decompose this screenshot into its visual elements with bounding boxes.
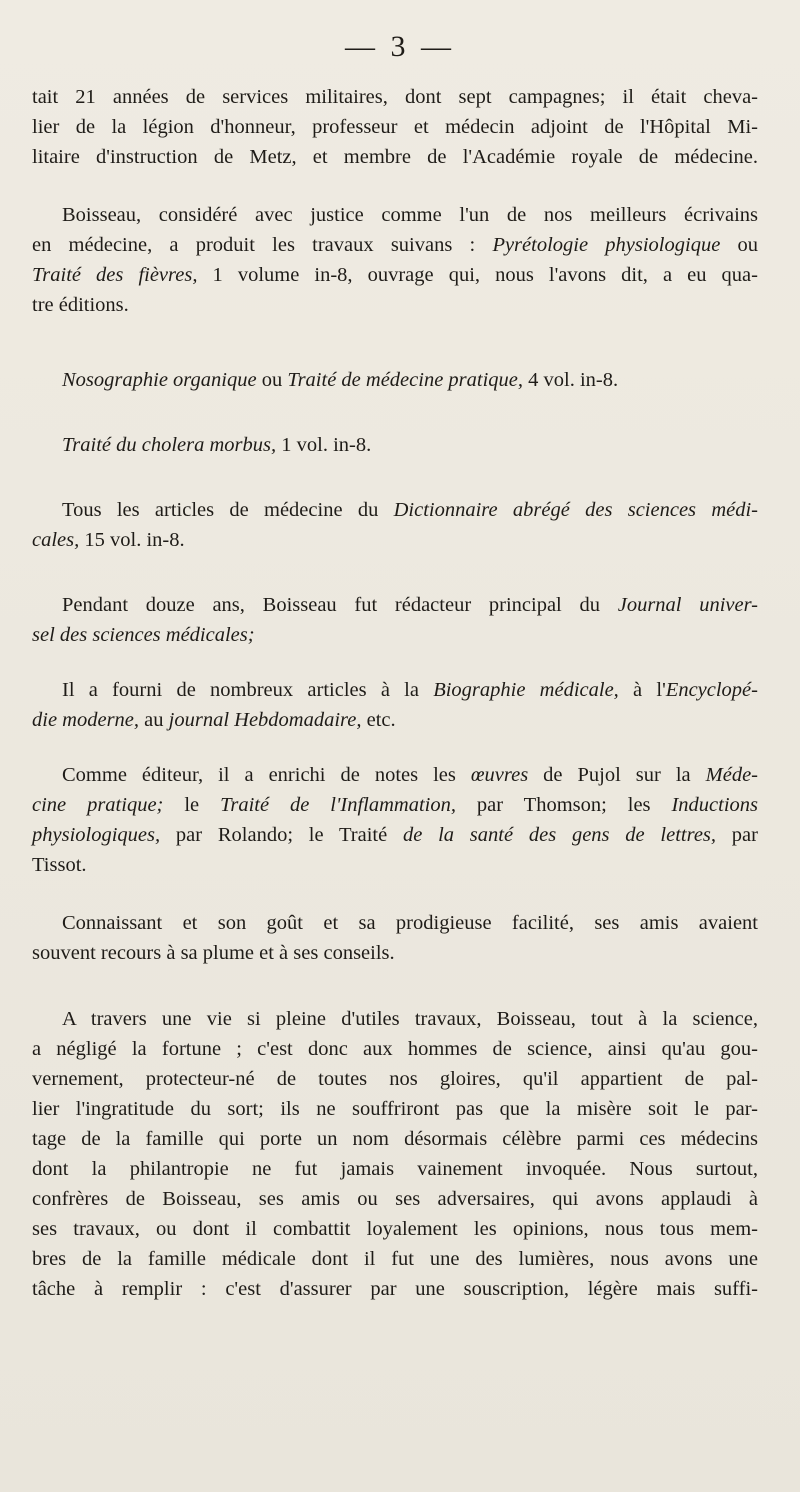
- text-line: lier l'ingratitude du sort; ils ne souffriront pas que la misère soit le par-: [32, 1098, 758, 1120]
- text-line: Pendant douze ans, Boisseau fut rédacteur principal du Journal univer-: [62, 594, 759, 616]
- page-number: — 3 —: [345, 30, 455, 63]
- text-line: physiologiques, par Rolando; le Traité de la santé des gens de lettres, par: [32, 824, 758, 846]
- text-line: A travers une vie si pleine d'utiles travaux, Boisseau, tout à la science,: [62, 1008, 758, 1030]
- paragraph-works-intro: [32, 200, 758, 320]
- text-line: lier de la légion d'honneur, professeur et médecin adjoint de l'Hôpital Mi-: [32, 116, 758, 138]
- paragraph-nosographie: [62, 365, 758, 395]
- text-line: vernement, protecteur-né de toutes nos gloires, qu'il appartient de pal-: [32, 1068, 758, 1090]
- text-line: cine pratique; le Traité de l'Inflammation, par Thomson; les Inductions: [32, 794, 759, 816]
- paragraph-service-record: [32, 82, 758, 172]
- text-line: litaire d'instruction de Metz, et membre de l'Académie royale de médecine.: [32, 146, 758, 168]
- text-line: tre éditions.: [32, 294, 129, 316]
- paragraph-editor: [32, 760, 758, 880]
- text-line: dont la philantropie ne fut jamais vainement invoquée. Nous surtout,: [32, 1158, 758, 1180]
- text-line: Comme éditeur, il a enrichi de notes les œuvres de Pujol sur la Méde-: [62, 764, 758, 786]
- text-line: a négligé la fortune ; c'est donc aux hommes de science, ainsi qu'au gou-: [32, 1038, 758, 1060]
- text-line: Tous les articles de médecine du Dictionnaire abrégé des sciences médi-: [62, 499, 758, 521]
- text-line: tait 21 années de services militaires, dont sept campagnes; il était cheva-: [32, 86, 758, 108]
- paragraph-appeal: [32, 1004, 758, 1304]
- text-line: Traité des fièvres, 1 volume in-8, ouvrage qui, nous l'avons dit, a eu qua-: [32, 264, 758, 286]
- paragraph-dictionnaire: [32, 495, 758, 555]
- text-line: sel des sciences médicales;: [32, 624, 255, 646]
- text-line: cales, 15 vol. in-8.: [32, 529, 185, 551]
- text-line: tâche à remplir : c'est d'assurer par une souscription, légère mais suffi-: [32, 1278, 758, 1300]
- text-line: en médecine, a produit les travaux suivans : Pyrétologie physiologique ou: [32, 234, 759, 256]
- text-line: die moderne, au journal Hebdomadaire, etc.: [32, 709, 396, 731]
- text-line: Connaissant et son goût et sa prodigieuse facilité, ses amis avaient: [62, 912, 758, 934]
- text-line: souvent recours à sa plume et à ses conseils.: [32, 942, 395, 964]
- text-line: Nosographie organique ou Traité de médecine pratique, 4 vol. in-8.: [62, 369, 619, 391]
- text-line: ses travaux, ou dont il combattit loyalement les opinions, nous tous mem-: [32, 1218, 758, 1240]
- paragraph-cholera: [62, 430, 758, 460]
- paragraph-articles: [32, 675, 758, 735]
- text-line: confrères de Boisseau, ses amis ou ses adversaires, qui avons applaudi à: [32, 1188, 758, 1210]
- text-line: Il a fourni de nombreux articles à la Biographie médicale, à l'Encyclopé-: [62, 679, 758, 701]
- text-line: bres de la famille médicale dont il fut une des lumières, nous avons une: [32, 1248, 758, 1270]
- paragraph-journal: [32, 590, 758, 650]
- text-line: tage de la famille qui porte un nom désormais célèbre parmi ces médecins: [32, 1128, 758, 1150]
- paragraph-friends: [32, 908, 758, 968]
- text-line: Traité du cholera morbus, 1 vol. in-8.: [62, 434, 372, 456]
- text-line: Boisseau, considéré avec justice comme l'un de nos meilleurs écrivains: [62, 204, 758, 226]
- text-line: Tissot.: [32, 854, 87, 876]
